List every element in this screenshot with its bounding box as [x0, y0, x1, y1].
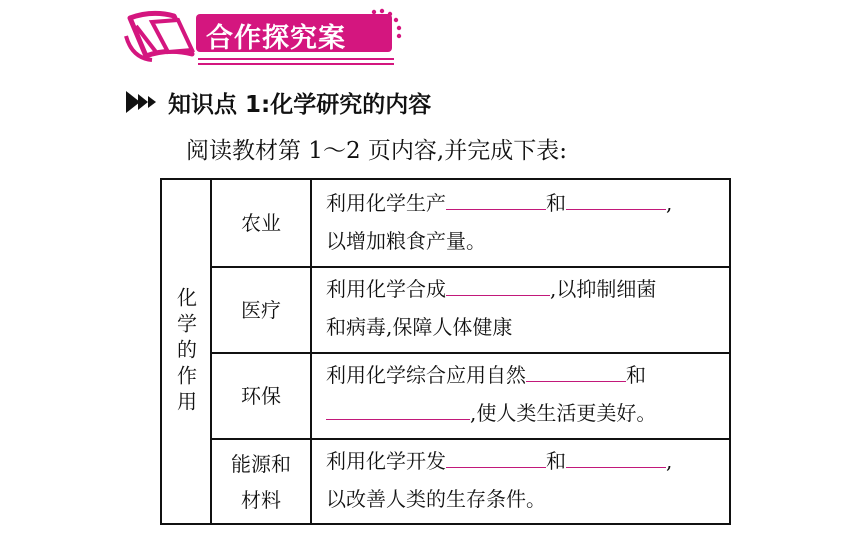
- row-text: 和病毒,保障人体健康: [326, 315, 513, 339]
- table-row: [326, 442, 724, 518]
- category-cell: [162, 180, 210, 523]
- table-row: [326, 356, 724, 432]
- topic-cell: [212, 354, 310, 438]
- dots-decoration-icon: [368, 6, 408, 46]
- row-text: 和: [546, 191, 566, 215]
- row-text: 利用化学开发: [326, 449, 446, 473]
- topic-label: 能源和: [231, 451, 291, 476]
- category-label: 化学的作用: [173, 286, 198, 417]
- fill-blank[interactable]: [566, 191, 666, 210]
- row-text: ,以抑制细菌: [550, 277, 657, 301]
- topic-label: 农业: [241, 211, 281, 235]
- header-divider: [198, 58, 394, 60]
- row-text: ,: [666, 191, 673, 215]
- fill-blank[interactable]: [446, 191, 546, 210]
- topic-label: 材料: [241, 487, 281, 512]
- row-text: 和: [546, 449, 566, 473]
- row-text: 以改善人类的生存条件。: [326, 487, 546, 511]
- header-logo: [0, 0, 860, 70]
- fill-blank[interactable]: [326, 401, 470, 420]
- fill-blank[interactable]: [526, 363, 626, 382]
- header-divider-2: [198, 63, 394, 65]
- row-text: ,使人类生活更美好。: [470, 401, 657, 425]
- row-text: 利用化学合成: [326, 277, 446, 301]
- page-title: 合作探究案: [206, 23, 346, 54]
- topic-cell: [212, 440, 310, 523]
- section-heading-text: 知识点 1:化学研究的内容: [168, 91, 432, 118]
- row-text: 利用化学综合应用自然: [326, 363, 526, 387]
- topic-cell: [212, 180, 310, 266]
- topic-label: 环保: [241, 384, 281, 408]
- row-text: 和: [626, 363, 646, 387]
- fill-blank[interactable]: [446, 449, 546, 468]
- section-heading: [126, 86, 431, 118]
- row-text: 利用化学生产: [326, 191, 446, 215]
- fill-blank[interactable]: [446, 277, 550, 296]
- instruction-text: 阅读教材第 1～2 页内容,并完成下表:: [186, 138, 567, 164]
- topic-cell: [212, 268, 310, 352]
- table-row: [326, 184, 724, 260]
- row-text: ,: [666, 449, 673, 473]
- table-row: [326, 270, 724, 346]
- row-text: 以增加粮食产量。: [326, 229, 486, 253]
- fill-blank[interactable]: [566, 449, 666, 468]
- topic-label: 医疗: [241, 298, 281, 322]
- roles-table: [160, 178, 731, 525]
- double-arrow-icon: [126, 91, 162, 113]
